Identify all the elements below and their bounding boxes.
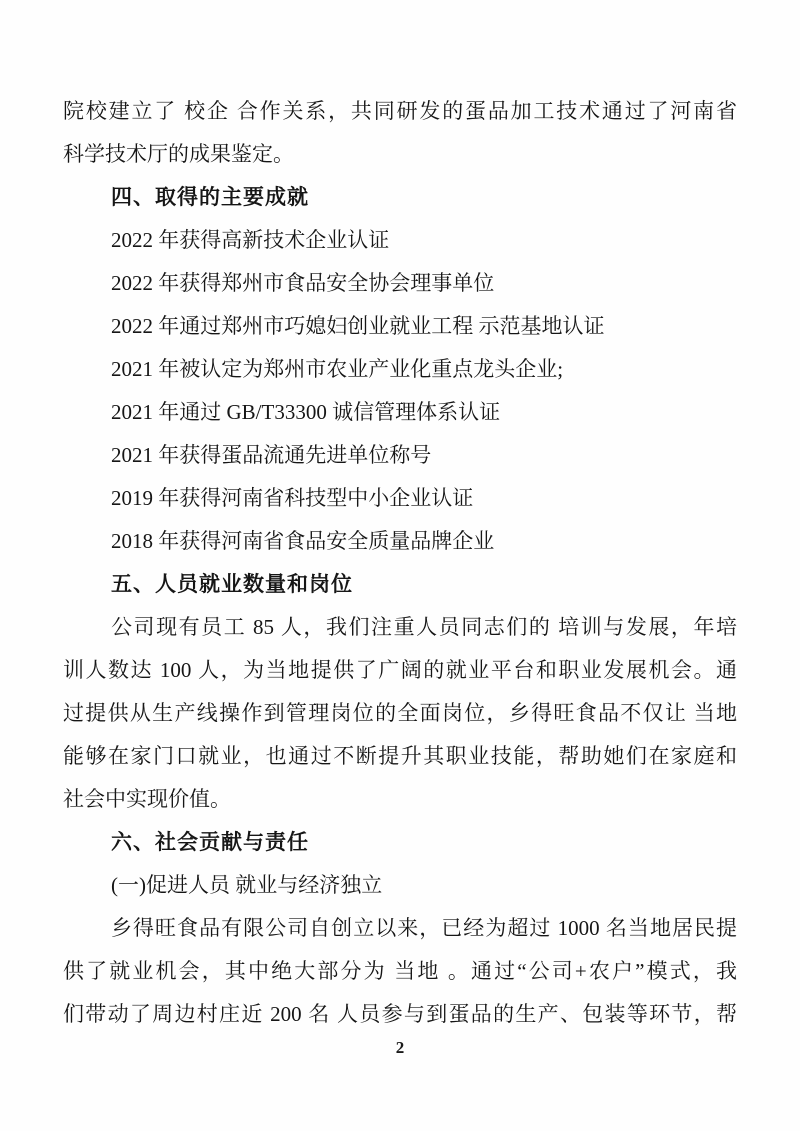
achievement-list-item: 2022 年通过郑州市巧媳妇创业就业工程 示范基地认证 bbox=[111, 314, 605, 338]
paragraph-line: 公司现有员工 85 人，我们注重人员同志们的 培训与发展，年培 bbox=[111, 615, 737, 639]
paragraph-line: 社会中实现价值。 bbox=[63, 787, 231, 811]
achievement-list-item: 2022 年获得高新技术企业认证 bbox=[111, 228, 390, 252]
achievement-list-item: 2018 年获得河南省食品安全质量品牌企业 bbox=[111, 529, 495, 553]
section-heading-four: 四、取得的主要成就 bbox=[111, 186, 309, 209]
footer-page-number: 2 bbox=[395, 1038, 405, 1057]
subsection-heading: (一)促进人员 就业与经济独立 bbox=[111, 873, 383, 897]
paragraph-line: 供了就业机会，其中绝大部分为 当地 。通过“公司+农户”模式，我 bbox=[63, 959, 737, 983]
achievement-list-item: 2021 年被认定为郑州市农业产业化重点龙头企业; bbox=[111, 357, 564, 381]
paragraph-line: 能够在家门口就业，也通过不断提升其职业技能，帮助她们在家庭和 bbox=[63, 744, 737, 768]
paragraph-line: 乡得旺食品有限公司自创立以来，已经为超过 1000 名当地居民提 bbox=[111, 916, 737, 940]
paragraph-line: 过提供从生产线操作到管理岗位的全面岗位，乡得旺食品不仅让 当地 bbox=[63, 701, 737, 725]
paragraph-line: 训人数达 100 人，为当地提供了广阔的就业平台和职业发展机会。通 bbox=[63, 658, 737, 682]
achievement-list-item: 2022 年获得郑州市食品安全协会理事单位 bbox=[111, 271, 495, 295]
achievement-list-item: 2021 年获得蛋品流通先进单位称号 bbox=[111, 443, 432, 467]
achievement-list-item: 2019 年获得河南省科技型中小企业认证 bbox=[111, 486, 474, 510]
achievement-list-item: 2021 年通过 GB/T33300 诚信管理体系认证 bbox=[111, 400, 501, 424]
section-heading-five: 五、人员就业数量和岗位 bbox=[111, 573, 353, 596]
paragraph-line: 们带动了周边村庄近 200 名 人员参与到蛋品的生产、包装等环节，帮 bbox=[63, 1002, 737, 1026]
section-heading-six: 六、社会贡献与责任 bbox=[111, 831, 309, 854]
document-body bbox=[63, 90, 737, 1036]
paragraph-line: 院校建立了 校企 合作关系，共同研发的蛋品加工技术通过了河南省 bbox=[63, 99, 737, 123]
paragraph-line: 科学技术厅的成果鉴定。 bbox=[63, 142, 294, 166]
